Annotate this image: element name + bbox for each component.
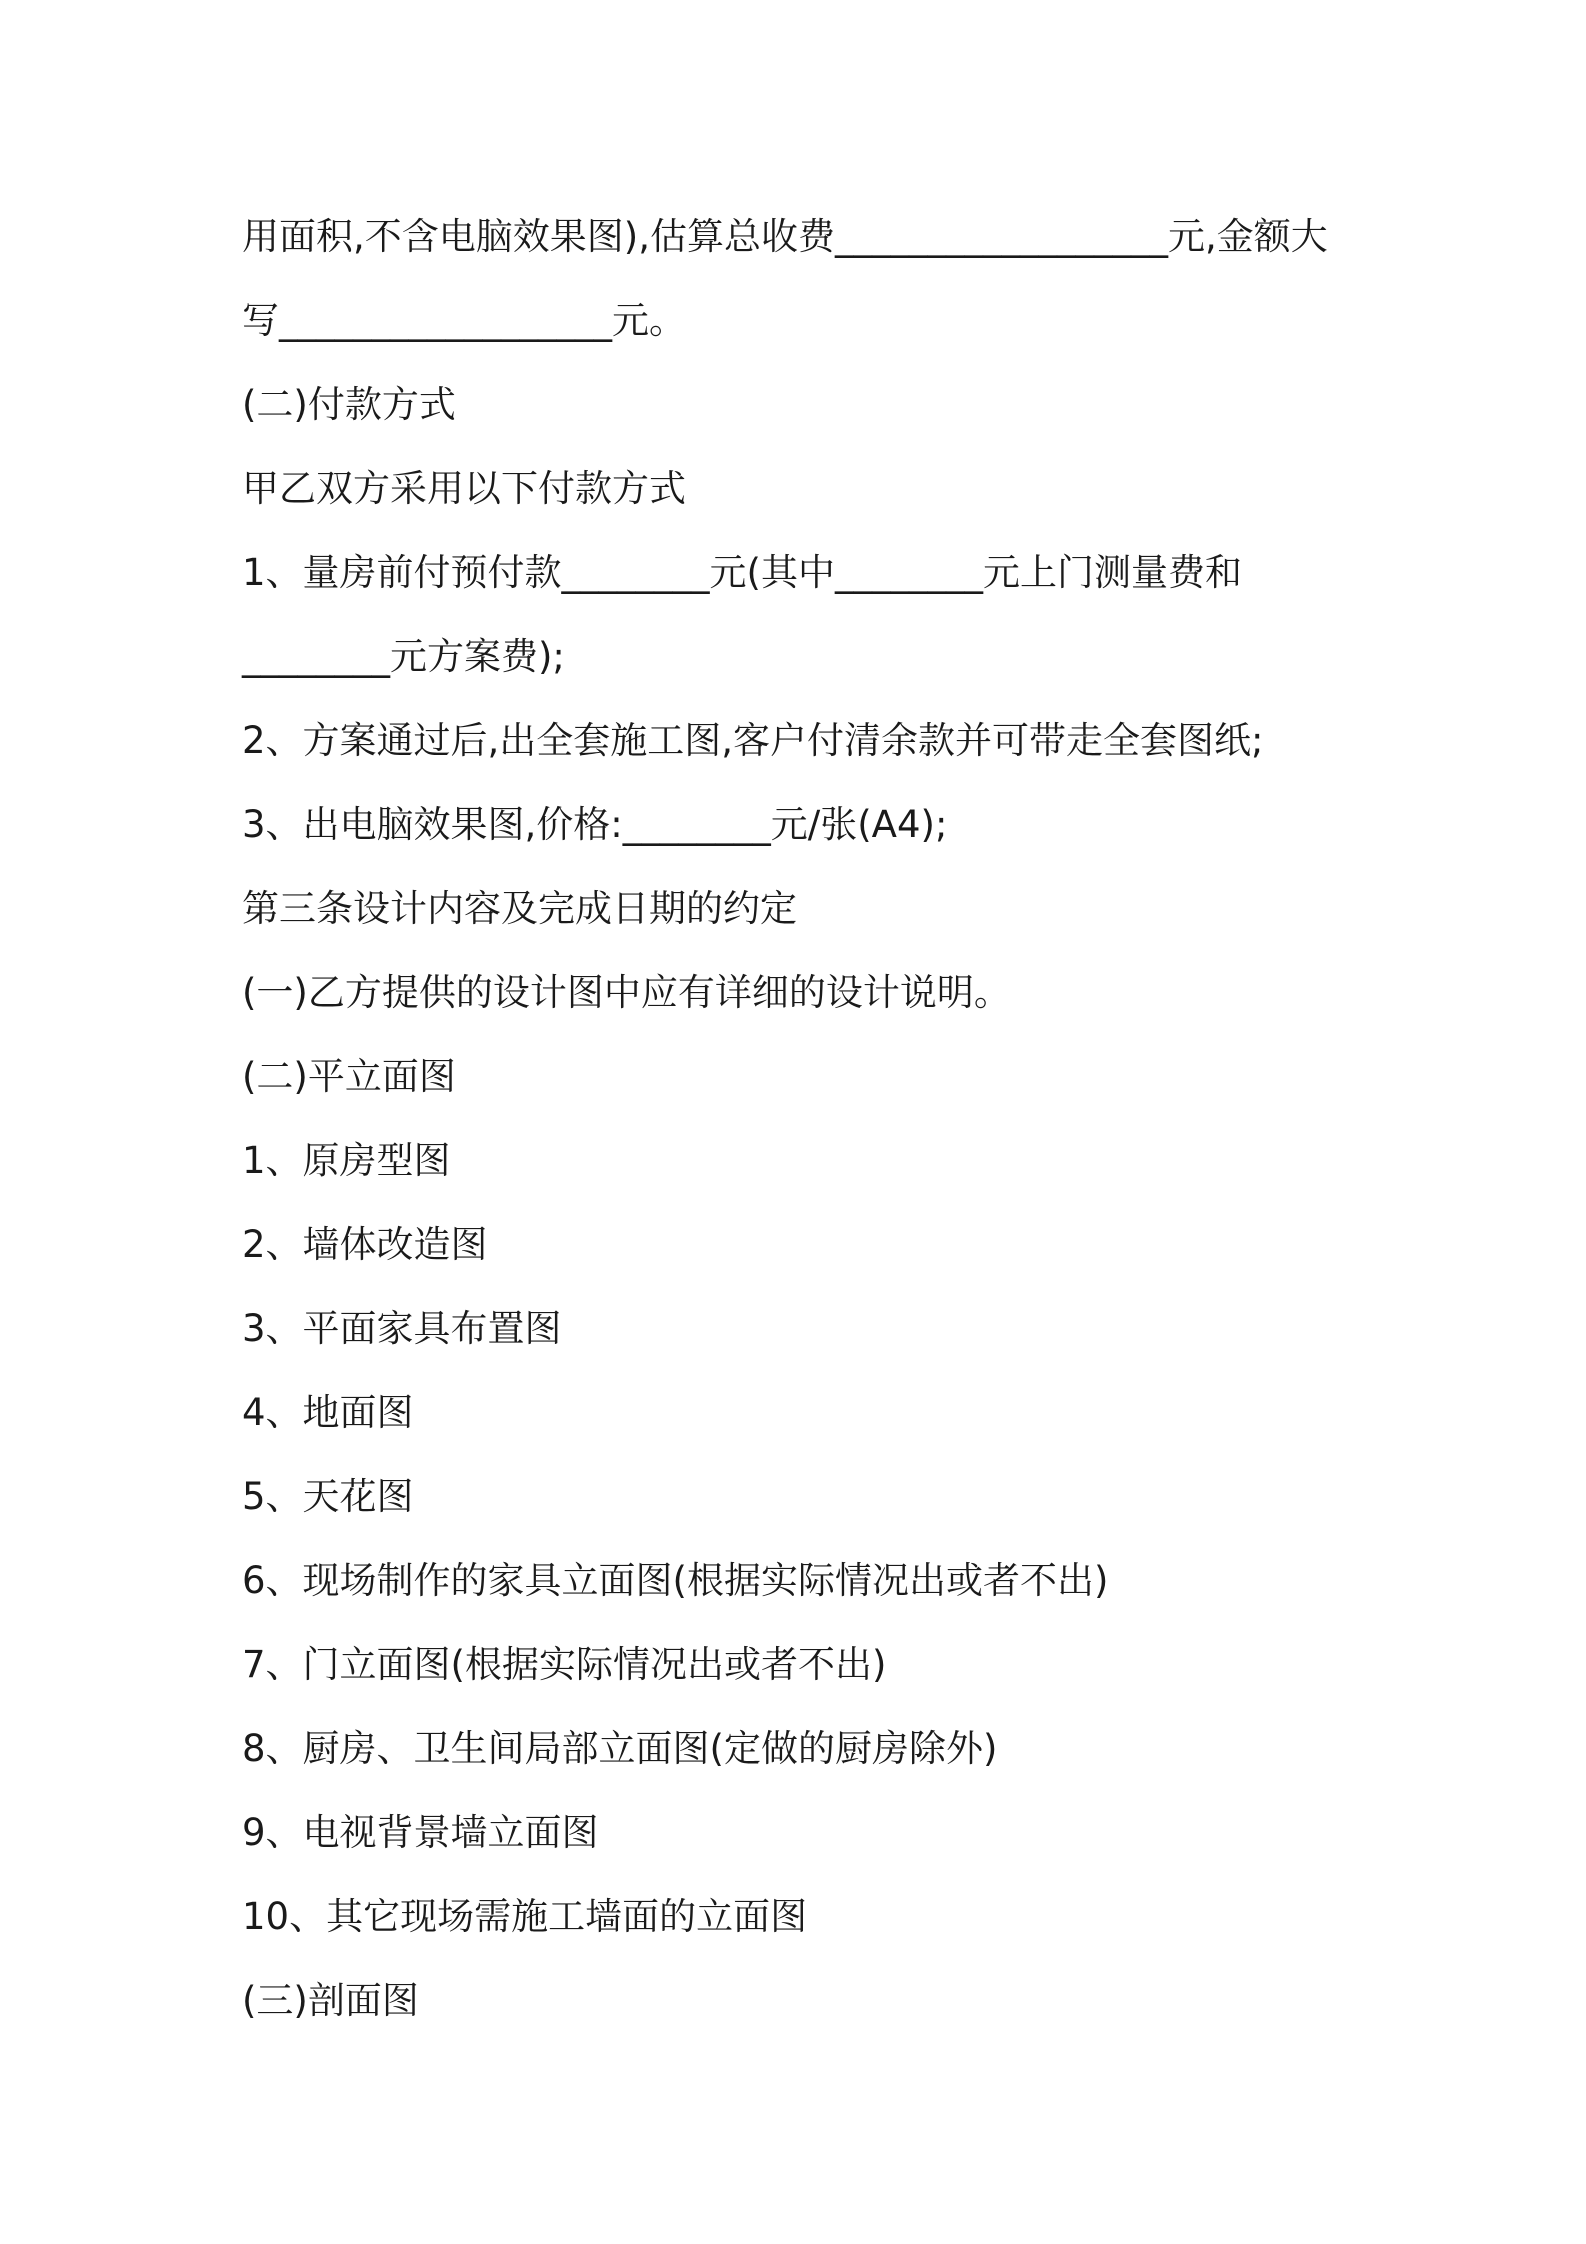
- list-item: 3、平面家具布置图: [242, 1307, 562, 1350]
- text-line: 写__________________元。: [242, 299, 686, 342]
- list-item: 2、方案通过后,出全套施工图,客户付清余款并可带走全套图纸;: [242, 719, 1264, 762]
- list-item: 9、电视背景墙立面图: [242, 1811, 599, 1854]
- list-item: 7、门立面图(根据实际情况出或者不出): [242, 1643, 887, 1686]
- text-line: 甲乙双方采用以下付款方式: [242, 467, 686, 510]
- list-item: 6、现场制作的家具立面图(根据实际情况出或者不出): [242, 1559, 1109, 1602]
- list-item: 1、量房前付预付款________元(其中________元上门测量费和: [242, 551, 1242, 594]
- section-heading: (二)平立面图: [242, 1055, 456, 1098]
- list-item: 3、出电脑效果图,价格:________元/张(A4);: [242, 803, 948, 846]
- section-heading: (三)剖面图: [242, 1979, 419, 2022]
- document-body: [242, 195, 1362, 2043]
- text-line: ________元方案费);: [242, 635, 565, 678]
- section-heading: (二)付款方式: [242, 383, 456, 426]
- article-heading: 第三条设计内容及完成日期的约定: [242, 887, 797, 930]
- section-heading: (一)乙方提供的设计图中应有详细的设计说明。: [242, 971, 1011, 1014]
- list-item: 5、天花图: [242, 1475, 414, 1518]
- text-line: 用面积,不含电脑效果图),估算总收费__________________元,金额大: [242, 215, 1328, 258]
- list-item: 1、原房型图: [242, 1139, 451, 1182]
- list-item: 8、厨房、卫生间局部立面图(定做的厨房除外): [242, 1727, 998, 1770]
- list-item: 4、地面图: [242, 1391, 414, 1434]
- list-item: 10、其它现场需施工墙面的立面图: [242, 1895, 808, 1938]
- list-item: 2、墙体改造图: [242, 1223, 488, 1266]
